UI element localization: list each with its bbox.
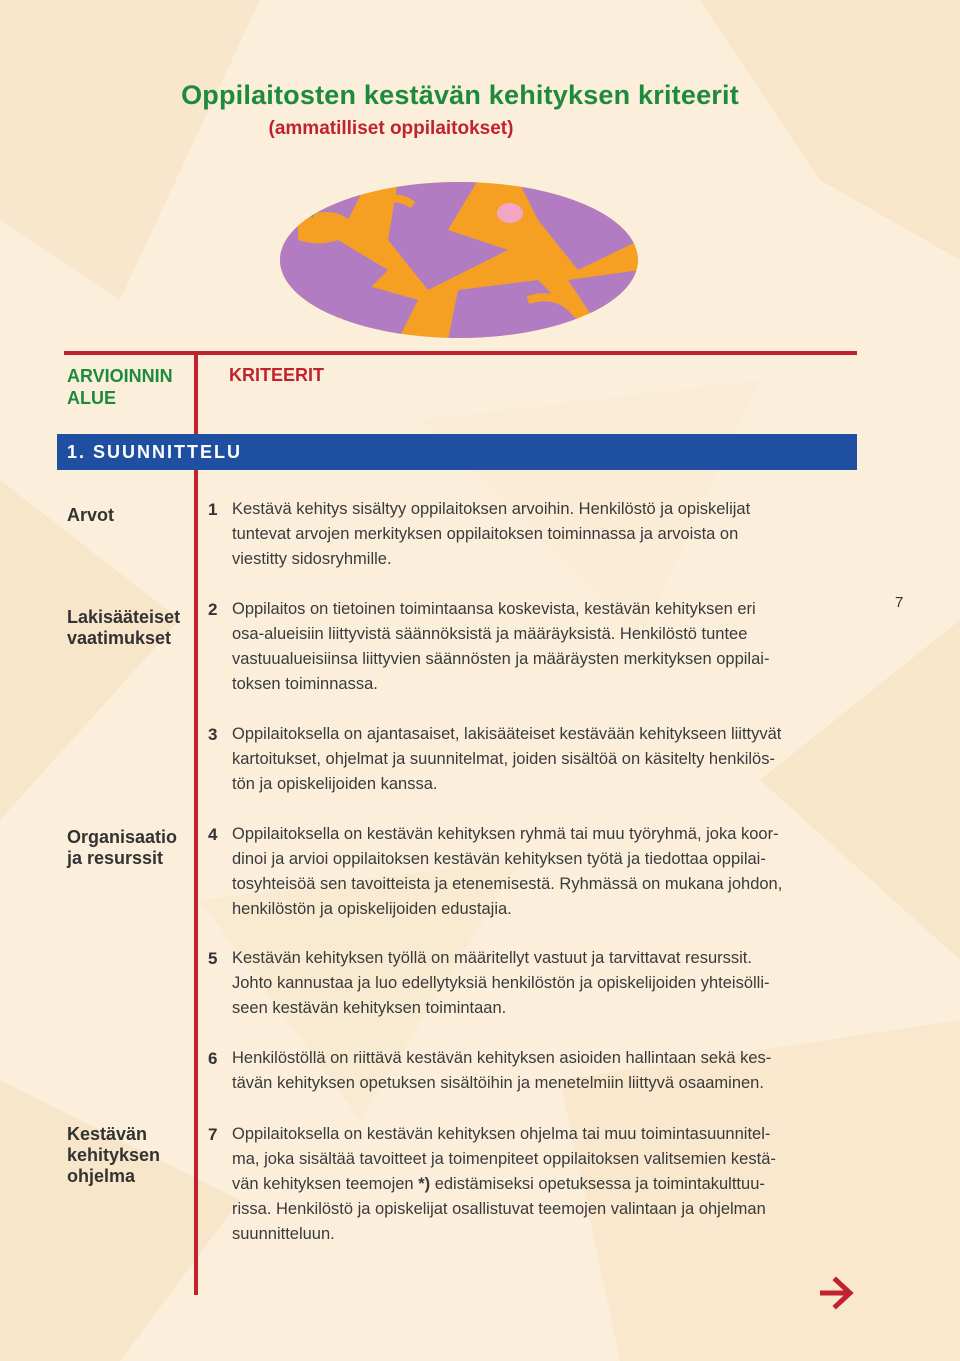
section-bar xyxy=(57,434,857,470)
column-header-area xyxy=(67,365,187,409)
criterion-line: Oppilaitoksella on kestävän kehityksen ohjelma tai muu toimintasuunnitel- xyxy=(232,1125,771,1143)
criterion-number: 2 xyxy=(208,600,218,619)
category-lakisaateiset xyxy=(67,607,192,649)
criterion-line: tuntevat arvojen merkityksen oppilaitoksen toiminnassa ja arvoista on xyxy=(232,525,739,543)
page-number: 7 xyxy=(895,594,904,611)
criterion-line: Kestävän kehityksen työllä on määritellyt vastuut ja tarvittavat resurssit. xyxy=(232,949,752,967)
category-label: ja resurssit xyxy=(67,848,164,868)
category-label: Arvot xyxy=(67,505,115,525)
category-ohjelma xyxy=(67,1124,192,1187)
category-label: kehityksen xyxy=(67,1145,161,1165)
criterion-5 xyxy=(232,946,852,1021)
criterion-line: tön ja opiskelijoiden kanssa. xyxy=(232,775,438,793)
criterion-line: Henkilöstöllä on riittävä kestävän kehityksen asioiden hallintaan sekä kes- xyxy=(232,1049,772,1067)
footnote-marker: *) xyxy=(418,1175,431,1193)
page-title: Oppilaitosten kestävän kehityksen kriteerit xyxy=(181,80,739,110)
criterion-2 xyxy=(232,597,852,697)
criterion-line: henkilöstön ja opiskelijoiden edustajia. xyxy=(232,900,512,918)
category-arvot xyxy=(67,505,192,526)
criterion-line: Kestävä kehitys sisältyy oppilaitoksen arvoihin. Henkilöstö ja opiskelijat xyxy=(232,500,751,518)
criterion-line: rissa. Henkilöstö ja opiskelijat osallistuvat teemojen valintaan ja ohjelman xyxy=(232,1200,766,1218)
criterion-line: toksen toiminnassa. xyxy=(232,675,378,693)
criterion-line: Oppilaitoksella on ajantasaiset, lakisääteiset kestävään kehitykseen liittyvät xyxy=(232,725,782,743)
criterion-text: vän kehityksen teemojen xyxy=(232,1175,419,1193)
criterion-line: Johto kannustaa ja luo edellytyksiä henkilöstön ja opiskelijoiden yhteisölli- xyxy=(232,974,770,992)
category-label: ohjelma xyxy=(67,1166,136,1186)
category-label: Organisaatio xyxy=(67,827,178,847)
column-header-area-line1: ARVIOINNIN xyxy=(67,366,173,386)
category-label: Lakisääteiset xyxy=(67,607,181,627)
criterion-number: 3 xyxy=(208,725,218,744)
criterion-line: Oppilaitoksella on kestävän kehityksen ryhmä tai muu työryhmä, joka koor- xyxy=(232,825,779,843)
criterion-line: ma, joka sisältää tavoitteet ja toimenpiteet oppilaitoksen valitsemien kestä- xyxy=(232,1150,776,1168)
criterion-line: vastuualueisiinsa liittyvien säännösten ja määräysten merkityksen oppilai- xyxy=(232,650,770,668)
criterion-line xyxy=(232,1172,852,1197)
column-header-criteria: KRITEERIT xyxy=(229,365,325,385)
criterion-line: Oppilaitos on tietoinen toimintaansa koskevista, kestävän kehityksen eri xyxy=(232,600,756,618)
criterion-line: tävän kehityksen opetuksen sisältöihin ja menetelmiin liittyvä osaaminen. xyxy=(232,1074,764,1092)
header-rule xyxy=(64,351,857,355)
category-organisaatio xyxy=(67,827,192,869)
arrow-right-icon[interactable] xyxy=(820,1275,854,1311)
category-label: vaatimukset xyxy=(67,628,172,648)
criterion-line: dinoi ja arvioi oppilaitoksen kestävän kehityksen työtä ja tiedottaa oppilai- xyxy=(232,850,766,868)
criterion-1 xyxy=(232,497,852,572)
criterion-number: 4 xyxy=(208,825,218,844)
criterion-4 xyxy=(232,822,852,922)
criterion-7 xyxy=(232,1122,852,1247)
decorative-oval-image xyxy=(278,180,640,340)
criterion-6 xyxy=(232,1046,852,1096)
criterion-number: 6 xyxy=(208,1049,218,1068)
criterion-text: edistämiseksi opetuksessa ja toimintakulttuu- xyxy=(430,1175,765,1193)
page-subtitle: (ammatilliset oppilaitokset) xyxy=(268,118,514,139)
criterion-3 xyxy=(232,722,852,797)
criterion-line: viestitty sidosryhmille. xyxy=(232,550,392,568)
criterion-number: 7 xyxy=(208,1125,218,1144)
category-label: Kestävän xyxy=(67,1124,148,1144)
criterion-line: kartoitukset, ohjelmat ja suunnitelmat, joiden sisältöä on käsitelty henkilös- xyxy=(232,750,775,768)
criterion-line: suunnitteluun. xyxy=(232,1225,335,1243)
column-divider xyxy=(194,355,198,1295)
criterion-line: seen kestävän kehityksen toimintaan. xyxy=(232,999,507,1017)
criterion-number: 5 xyxy=(208,949,218,968)
criterion-line: tosyhteisöä sen tavoitteista ja etenemisestä. Ryhmässä on mukana johdon, xyxy=(232,875,783,893)
criterion-line: osa-alueisiin liittyvistä säännöksistä ja määräyksistä. Henkilöstö tuntee xyxy=(232,625,748,643)
criterion-number: 1 xyxy=(208,500,218,519)
section-title: 1. SUUNNITTELU xyxy=(67,442,243,462)
column-header-area-line2: ALUE xyxy=(67,388,116,408)
